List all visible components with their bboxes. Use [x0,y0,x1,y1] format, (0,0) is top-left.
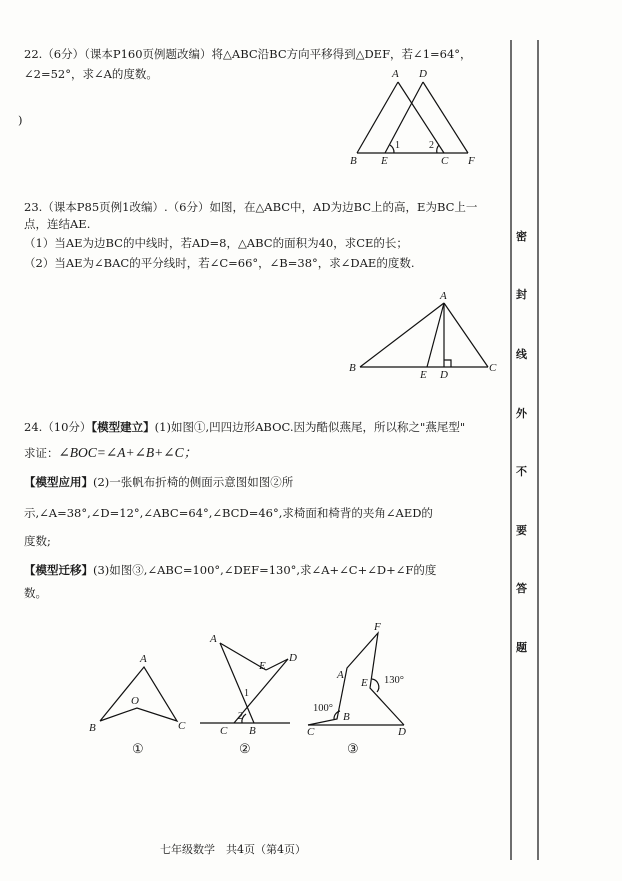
page-footer: 七年级数学 共4页（第4页） [160,843,306,856]
q23-label-e: E [420,369,427,381]
q22-label-b: B [350,155,357,167]
q24-tag-model-transfer: 【模型迁移】 [24,563,93,577]
q23-line-ab [360,303,444,367]
fig2-line-ed [266,659,288,670]
seal-char-2: 封 [516,288,527,301]
fig1-label-c: C [178,720,186,732]
q23-right-angle-mark [444,360,451,367]
fig2-label-e: E [259,660,266,672]
seal-char-6: 要 [516,524,527,537]
fig2-caption: ② [239,742,251,757]
fig2-label-a: A [210,633,217,645]
q24-line6-rest: (3)如图③,∠ABC=100°,∠DEF=130°,求∠A+∠C+∠D+∠F的度 [93,563,437,577]
q22-line-de [385,82,423,153]
q24-prove-label: 求证： [24,446,59,460]
fig2-label-angle2: 2 [238,711,243,722]
fig3-label-b: B [343,711,350,723]
q24-text-line7: 数。 [24,586,47,600]
q24-text-line1 [24,419,465,435]
q22-angle1-arc [390,145,394,153]
q23-label-a: A [440,290,447,302]
q23-text-line2: 点，连结AE. [24,217,91,231]
q24-tag-model-build: 【模型建立】 [91,420,155,434]
q23-figure [360,303,488,367]
fig1-label-a: A [140,653,147,665]
margin-mark: ) [18,113,23,127]
q24-text-line3 [24,474,293,490]
fig2-label-d: D [289,652,297,664]
q22-text-line2: ∠2=52°，求∠A的度数。 [24,67,158,81]
fig1-label-o: O [131,695,139,707]
q22-text-line1: 22.（6分）（课本P160页例题改编）将△ABC沿BC方向平移得到△DEF，若∠1=64°， [24,47,472,61]
fig3-label-130: 130° [384,675,404,686]
q23-line-ae [427,303,444,367]
fig3-angle-e-arc [372,679,379,692]
q22-line-ac [398,82,444,153]
q24-number: 24.（10分） [24,420,92,434]
q22-line-ab [357,82,398,153]
q22-angle2-arc [437,145,439,153]
q23-label-c: C [489,362,497,374]
seal-char-1: 密 [516,230,527,243]
q23-text-line3: （1）当AE为边BC的中线时，若AD=8，△ABC的面积为40，求CE的长； [24,236,408,250]
q22-figure [357,82,468,153]
q24-text-line5: 度数; [24,534,51,548]
q24-fig2 [200,643,290,723]
fig3-caption: ③ [347,742,359,757]
q24-text-line2 [24,445,197,461]
fig3-label-100: 100° [313,703,333,714]
q22-label-c: C [441,155,449,167]
q24-tag-model-apply: 【模型应用】 [24,475,93,489]
seal-char-4: 外 [516,407,527,420]
fig3-label-a: A [337,669,344,681]
q24-line1-rest: (1)如图①,凹四边形ABOC.因为酷似燕尾，所以称之"燕尾型" [154,420,466,434]
seal-char-3: 线 [516,348,527,361]
fig2-label-b: B [249,725,256,737]
fig3-label-c: C [307,726,315,738]
q24-prove-formula: ∠BOC=∠A+∠B+∠C； [58,445,198,460]
q24-fig1 [100,667,177,721]
q24-text-line6 [24,562,436,578]
fig1-label-b: B [89,722,96,734]
q23-label-b: B [349,362,356,374]
fig1-caption: ① [132,742,144,757]
q23-text-line4: （2）当AE为∠BAC的平分线时，若∠C=66°，∠B=38°，求∠DAE的度数. [24,256,415,270]
q22-label-f: F [468,155,475,167]
q22-label-e: E [381,155,388,167]
q22-label-angle2: 2 [429,140,434,151]
q23-text-line1: 23.（课本P85页例1改编）.（6分）如图，在△ABC中，AD为边BC上的高，E为BC上一 [24,200,478,214]
q23-label-d: D [440,369,448,381]
fig1-outline [100,667,177,721]
fig3-label-d: D [398,726,406,738]
q22-label-a: A [392,68,399,80]
fig3-label-f: F [374,621,381,633]
q24-text-line4: 示,∠A=38°,∠D=12°,∠ABC=64°,∠BCD=46°,求椅面和椅背的夹角∠AED的 [24,506,433,520]
seal-char-5: 不 [516,465,527,478]
q24-line3-rest: (2)一张帆布折椅的侧面示意图如图②所 [93,475,294,489]
q22-label-d: D [419,68,427,80]
q23-line-ac [444,303,488,367]
seal-char-7: 答 [516,582,527,595]
seal-char-8: 题 [516,641,527,654]
fig2-label-c: C [220,725,228,737]
fig2-line-ab [220,643,254,723]
fig2-label-angle1: 1 [244,688,249,699]
fig3-label-e: E [361,677,368,689]
q22-label-angle1: 1 [395,140,400,151]
